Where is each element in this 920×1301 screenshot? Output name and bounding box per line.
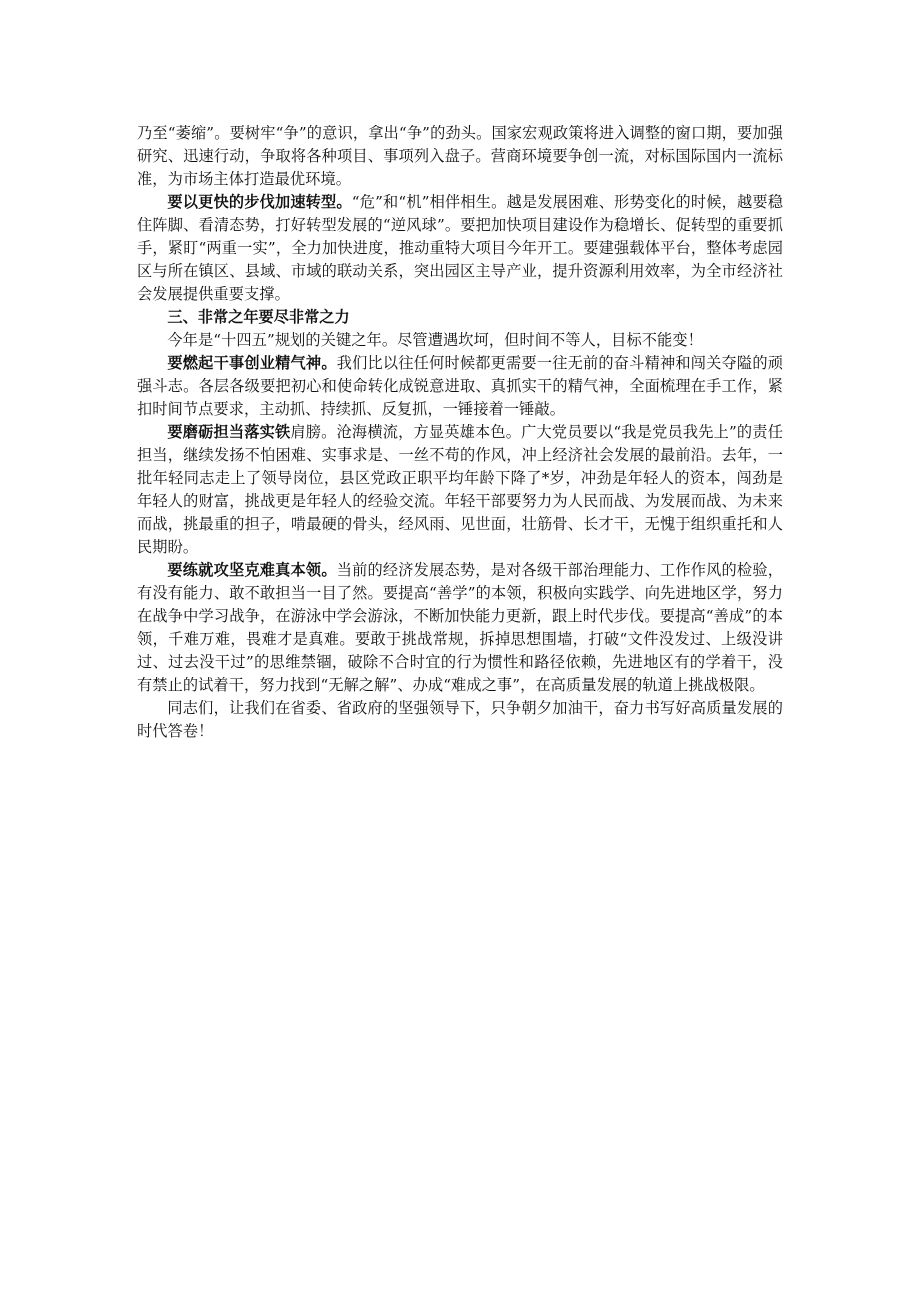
paragraph-lead: 要以更快的步伐加速转型。 — [167, 193, 352, 211]
paragraph-overcome-difficulties — [137, 559, 783, 697]
document-body — [137, 122, 783, 743]
paragraph-closing — [137, 697, 783, 743]
paragraph-text: “危”和“机”相伴相生。越是发展困难、形势变化的时候，越要稳住阵脚、看清态势，打好转型发展的“逆风球”。要把加快项目建设作为稳增长、促转型的重要抓手，紧盯“两重一实”，全力加快进度，推动重特大项目今年开工。要建强载体平台，整体考虑园区与所在镇区、县域、市域的联动关系，突出园区主导产业，提升资源利用效率，为全市经济社会发展提供重要支撑。 — [137, 193, 784, 303]
paragraph-continuation — [137, 122, 783, 191]
paragraph-text: 肩膀。沧海横流，方显英雄本色。广大党员要以“我是党员我先上”的责任担当，继续发扬不怕困难、实事求是、一丝不苟的作风，冲上经济社会发展的最前沿。去年，一批年轻同志走上了领导岗位，县区党政正职平均年龄下降了*岁，冲劲是年轻人的资本，闯劲是年轻人的财富，挑战更是年轻人的经验交流。年轻干部要努力为人民而战、为发展而战、为未来而战，挑最重的担子，啃最硬的骨头，经风雨、见世面，壮筋骨、长才干，无愧于组织重托和人民期盼。 — [137, 423, 783, 556]
paragraph-lead: 要练就攻坚克难真本领。 — [167, 561, 337, 579]
paragraph-lead: 要燃起干事创业精气神。 — [167, 354, 337, 372]
paragraph-text: 同志们，让我们在省委、省政府的坚强领导下，只争朝夕加油干，奋力书写好高质量发展的时代答卷！ — [137, 699, 783, 740]
paragraph-key-year — [137, 329, 783, 352]
paragraph-responsibility — [137, 421, 783, 559]
paragraph-text: 当前的经济发展态势，是对各级干部治理能力、工作作风的检验，有没有能力、敢不敢担当一目了然。要提高“善学”的本领，积极向实践学、向先进地区学，努力在战争中学习战争，在游泳中学会游泳，不断加快能力更新，跟上时代步伐。要提高“善成”的本领，千难万难，畏难才是真难。要敢于挑战常规，拆掉思想围墙，打破“文件没发过、上级没讲过、过去没干过”的思维禁锢，破除不合时宜的行为惯性和路径依赖，先进地区有的学着干，没有禁止的试着干，努力找到“无解之解”、办成“难成之事”，在高质量发展的轨道上挑战极限。 — [137, 561, 783, 694]
section-heading: 三、非常之年要尽非常之力 — [167, 308, 350, 326]
paragraph-accelerate-transformation — [137, 191, 783, 306]
paragraph-entrepreneurial-spirit — [137, 352, 783, 421]
paragraph-text: 乃至“萎缩”。要树牢“争”的意识，拿出“争”的劲头。国家宏观政策将进入调整的窗口期，要加强研究、迅速行动，争取将各种项目、事项列入盘子。营商环境要争创一流，对标国际国内一流标准，为市场主体打造最优环境。 — [137, 124, 783, 188]
paragraph-text: 我们比以往任何时候都更需要一往无前的奋斗精神和闯关夺隘的顽强斗志。各层各级要把初心和使命转化成锐意进取、真抓实干的精气神，全面梳理在手工作，紧扣时间节点要求，主动抓、持续抓、反复抓，一锤接着一锤敲。 — [137, 354, 783, 418]
paragraph-text: 今年是“十四五”规划的关键之年。尽管遭遇坎坷，但时间不等人，目标不能变！ — [167, 331, 703, 349]
paragraph-lead: 要磨砺担当落实铁 — [167, 423, 291, 441]
